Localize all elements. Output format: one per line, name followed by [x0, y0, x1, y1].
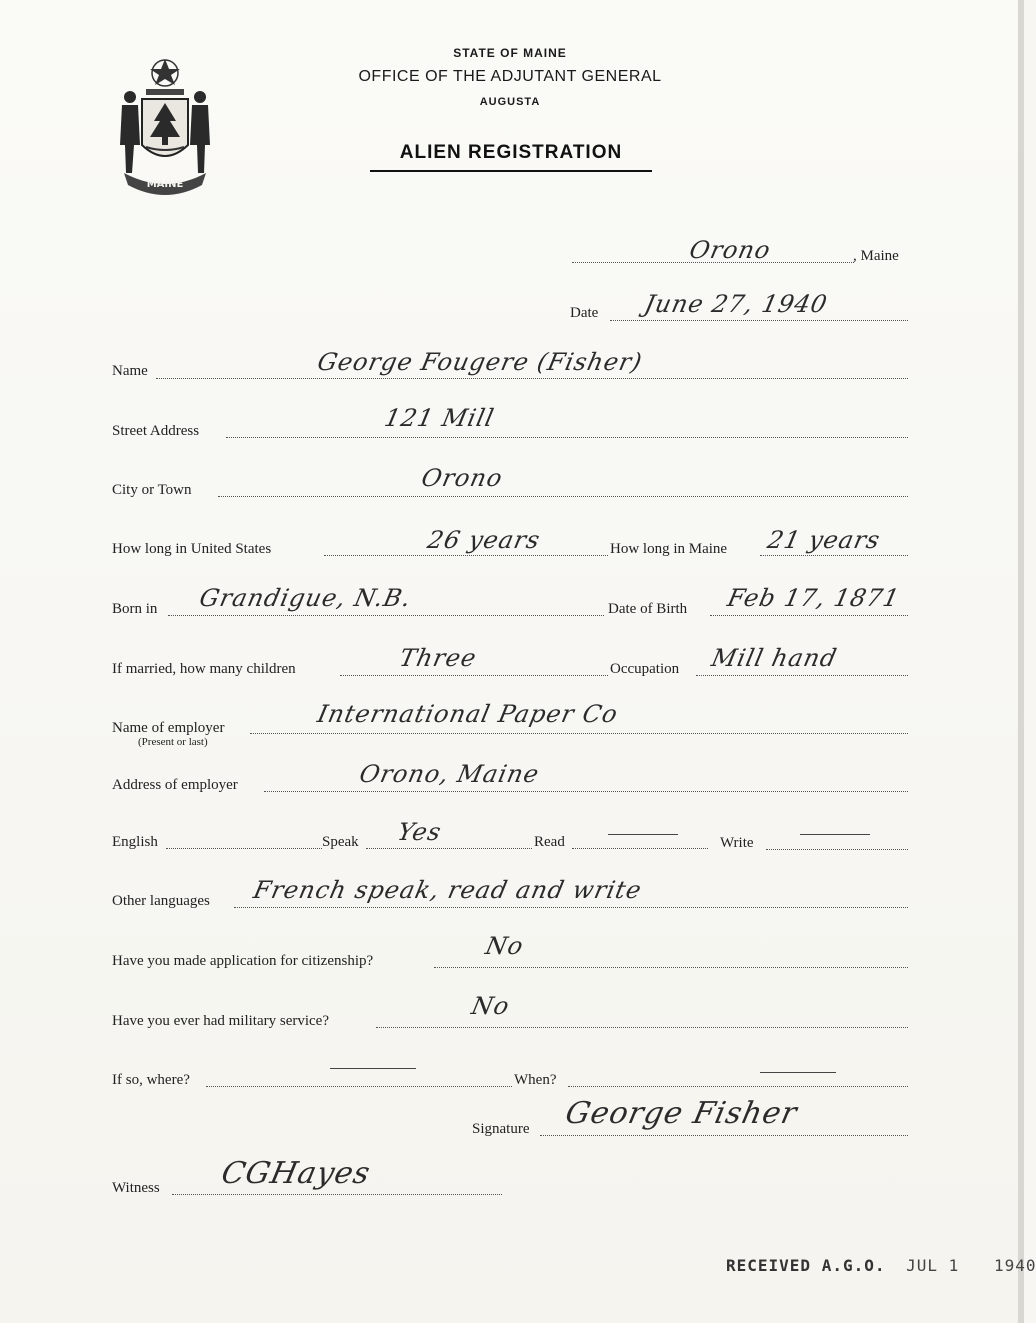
date-label: Date	[570, 305, 599, 321]
city-value[interactable]: Orono	[419, 464, 506, 492]
employer-label: Name of employer	[112, 720, 225, 736]
maine-duration-line	[760, 555, 908, 556]
employer-address-value[interactable]: Orono, Maine	[357, 760, 542, 788]
office-heading: OFFICE OF THE ADJUTANT GENERAL	[358, 68, 662, 85]
witness-line	[172, 1194, 502, 1195]
born-line	[168, 615, 604, 616]
town-value[interactable]: Orono	[687, 236, 774, 264]
signature-value[interactable]: George Fisher	[562, 1096, 801, 1131]
when-line	[568, 1086, 908, 1087]
street-line	[226, 437, 908, 438]
military-value[interactable]: No	[469, 992, 513, 1020]
street-label: Street Address	[112, 423, 200, 439]
us-label: How long in United States	[112, 541, 272, 557]
read-line	[572, 848, 708, 849]
citizenship-label: Have you made application for citizenship?	[112, 953, 374, 969]
occupation-label: Occupation	[610, 661, 680, 677]
stamp-year: 1940	[993, 1256, 1036, 1275]
read-label: Read	[534, 834, 565, 850]
where-dash	[330, 1068, 416, 1069]
witness-label: Witness	[112, 1180, 160, 1196]
military-line	[376, 1027, 908, 1028]
english-line	[166, 848, 322, 849]
born-label: Born in	[112, 601, 158, 617]
english-label: English	[112, 834, 158, 850]
name-line	[156, 378, 908, 379]
children-line	[340, 675, 608, 676]
city-label: City or Town	[112, 482, 192, 498]
signature-line	[540, 1135, 908, 1136]
employer-address-line	[264, 791, 908, 792]
employer-sublabel: (Present or last)	[138, 736, 208, 748]
seal-banner-text: MAINE	[146, 179, 184, 190]
speak-label: Speak	[322, 834, 359, 850]
stamp-received-text: RECEIVED A.G.O.	[726, 1256, 886, 1275]
born-value[interactable]: Grandigue, N.B.	[197, 584, 415, 612]
title-underline	[370, 170, 652, 172]
page-edge	[1018, 0, 1024, 1323]
employer-address-label: Address of employer	[112, 777, 238, 793]
other-languages-label: Other languages	[112, 893, 210, 909]
name-value[interactable]: George Fougere (Fisher)	[315, 348, 646, 376]
when-dash	[760, 1072, 836, 1073]
employer-line	[250, 733, 908, 734]
date-value[interactable]: June 27, 1940	[642, 290, 831, 318]
write-dash	[800, 834, 870, 835]
write-label: Write	[720, 835, 754, 851]
children-label: If married, how many children	[112, 661, 296, 677]
us-line	[324, 555, 608, 556]
witness-value[interactable]: CGHayes	[218, 1156, 374, 1191]
form-title: ALIEN REGISTRATION	[399, 142, 623, 163]
received-stamp	[726, 1256, 1036, 1275]
dob-label: Date of Birth	[608, 601, 688, 617]
signature-label: Signature	[472, 1121, 530, 1137]
maine-duration-value[interactable]: 21 years	[765, 526, 884, 554]
where-line	[206, 1086, 512, 1087]
employer-value[interactable]: International Paper Co	[315, 700, 621, 728]
when-label: When?	[514, 1072, 557, 1088]
children-value[interactable]: Three	[397, 644, 480, 672]
speak-line	[366, 848, 532, 849]
us-value[interactable]: 26 years	[425, 526, 544, 554]
city-heading: AUGUSTA	[479, 96, 541, 108]
city-line	[218, 496, 908, 497]
maine-label: , Maine	[853, 248, 899, 264]
dob-value[interactable]: Feb 17, 1871	[725, 584, 903, 612]
military-label: Have you ever had military service?	[112, 1013, 329, 1029]
write-line	[766, 849, 908, 850]
street-value[interactable]: 121 Mill	[382, 404, 498, 432]
stamp-date: JUL 1	[906, 1256, 960, 1275]
date-line	[610, 320, 908, 321]
citizenship-value[interactable]: No	[483, 932, 527, 960]
maine-duration-label: How long in Maine	[610, 541, 728, 557]
other-languages-line	[234, 907, 908, 908]
read-dash	[608, 834, 678, 835]
speak-value[interactable]: Yes	[395, 818, 445, 846]
maine-state-seal	[110, 55, 220, 195]
dob-line	[710, 615, 908, 616]
citizenship-line	[434, 967, 908, 968]
where-label: If so, where?	[112, 1072, 190, 1088]
occupation-value[interactable]: Mill hand	[709, 644, 840, 672]
state-heading: STATE OF MAINE	[453, 46, 567, 60]
occupation-line	[696, 675, 908, 676]
name-label: Name	[112, 363, 148, 379]
other-languages-value[interactable]: French speak, read and write	[251, 876, 645, 904]
